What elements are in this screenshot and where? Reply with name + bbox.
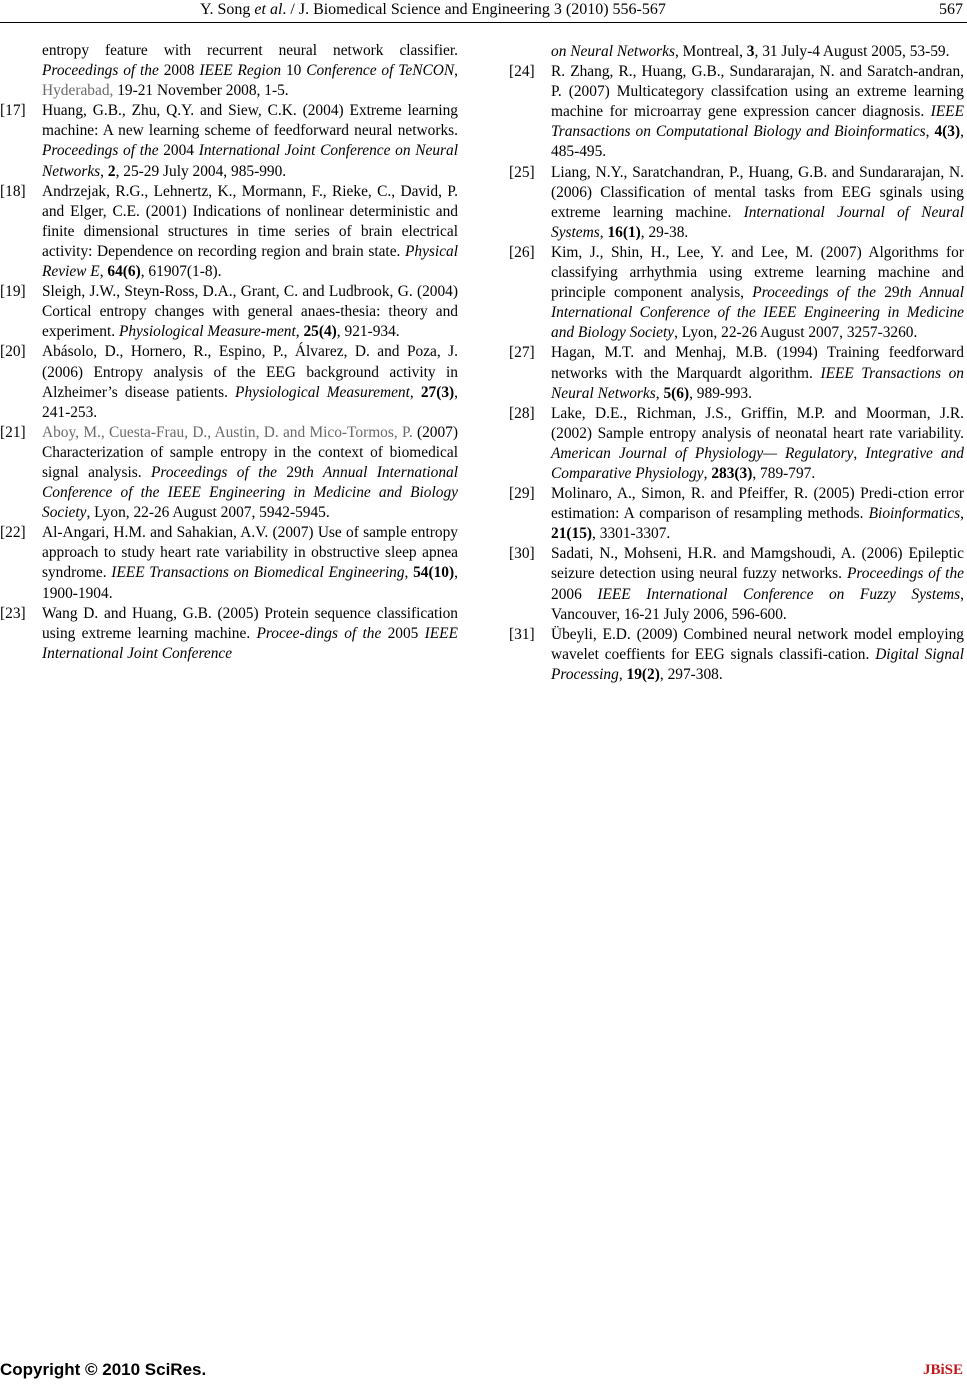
reference-entry <box>509 404 964 484</box>
reference-text: Integrative and Comparative Physiology <box>551 444 964 482</box>
reference-entry <box>509 243 964 343</box>
reference-text: , 241-253. <box>42 383 459 421</box>
reference-text: Proceedings of the <box>846 565 964 583</box>
reference-text: , <box>853 444 866 462</box>
reference-text: , 1900-1904. <box>42 564 458 602</box>
reference-text: (2007) Characterization of sample entropy in the context of biomedical signal analysis. <box>42 423 458 481</box>
header-authors: Y. Song <box>200 1 251 18</box>
reference-text: , <box>655 384 664 402</box>
page-footer <box>0 1360 967 1385</box>
reference-text: on Neural Networks <box>551 43 675 60</box>
reference-text: , Montreal, <box>674 43 747 60</box>
reference-text: Proceedings of the <box>752 284 885 302</box>
reference-number: [28] <box>509 404 535 422</box>
reference-text: , 485-495. <box>551 123 964 161</box>
running-header <box>0 0 967 22</box>
reference-text: Sadati, N., Mohseni, H.R. and Mamgshoudi, A. (2006) Epileptic seizure detection using neural fuzzy networks. <box>551 545 964 583</box>
reference-number: [17] <box>0 102 26 120</box>
reference-entry <box>509 42 964 62</box>
copyright-notice: Copyright © 2010 SciRes. <box>0 1360 207 1379</box>
reference-number: [18] <box>0 182 26 200</box>
reference-text: Digital Signal Processing <box>551 645 964 683</box>
reference-text: R. Zhang, R., Huang, G.B., Sundararajan, N. and Saratch-andran, P. (2007) Multicategory classifcation using an extreme learning machine for microarray gene expression cancer diagnosis. <box>551 63 964 121</box>
reference-text: Sleigh, J.W., Steyn-Ross, D.A., Grant, C. and Ludbrook, G. (2004) Cortical entropy changes with general anaes-thesia: theory and experiment. <box>42 283 458 341</box>
running-title <box>200 1 666 19</box>
reference-text: American Journal of Physiology— Regulatory <box>551 444 854 462</box>
reference-text: , <box>618 665 627 683</box>
reference-text: , 31 July-4 August 2005, 53-59. <box>754 43 950 60</box>
references-right-column <box>509 42 964 685</box>
reference-text: , 25-29 July 2004, 985-990. <box>115 162 287 180</box>
reference-text: Molinaro, A., Simon, R. and Pfeiffer, R. (2005) Predi-ction error estimation: A comparison of resampling methods. <box>551 485 964 523</box>
reference-text: Physiological Measurement <box>235 383 410 401</box>
reference-text: , <box>295 323 304 341</box>
reference-text: Bioinformatics <box>868 505 961 523</box>
reference-number: [31] <box>509 625 535 643</box>
reference-entry <box>0 423 458 523</box>
reference-text: , <box>409 383 421 401</box>
reference-text: Physiological Measure-ment <box>118 323 296 341</box>
header-et-al: et al <box>254 1 283 18</box>
reference-text: 19(2) <box>626 665 660 683</box>
reference-text: IEEE Transactions on Computational Biology and Bioinformatics <box>551 103 964 141</box>
reference-text: IEEE International Conference on Fuzzy Systems <box>597 585 961 603</box>
reference-text: Lake, D.E., Richman, J.S., Griffin, M.P. and Moorman, J.R. (2002) Sample entropy analysis of neonatal heart rate variability. <box>551 404 964 442</box>
reference-entry <box>0 523 458 603</box>
page-number: 567 <box>939 1 963 18</box>
reference-text: , 921-934. <box>336 323 400 341</box>
reference-text: Physical Review E <box>42 242 458 281</box>
reference-text: Conference of TeNCON <box>306 62 455 80</box>
reference-number: [26] <box>509 243 535 261</box>
reference-number: [20] <box>0 343 26 361</box>
reference-text: 2 <box>107 162 116 180</box>
reference-entry <box>509 484 964 544</box>
reference-text: IEEE International Joint Conference <box>42 624 458 662</box>
reference-text: 25(4) <box>303 323 337 341</box>
reference-text: th Annual International Conference of the IEEE Engineering in Medicine and Biology Society <box>551 284 965 342</box>
journal-abbreviation: JBiSE <box>922 1362 963 1378</box>
reference-text: 3 <box>746 43 755 60</box>
reference-text: 29 <box>286 463 302 481</box>
reference-number: [22] <box>0 524 26 542</box>
reference-text: 2004 <box>163 142 199 160</box>
reference-text: Übeyli, E.D. (2009) Combined neural network model employing wavelet coeffients for EEG signals classifi-cation. <box>551 625 964 663</box>
reference-entry <box>0 101 458 181</box>
reference-text: Kim, J., Shin, H., Lee, Y. and Lee, M. (2007) Algorithms for classifying arrhythmia using extreme learning machine and principle component analysis, <box>551 243 964 302</box>
reference-number: [25] <box>509 163 535 181</box>
reference-text: , 29-38. <box>640 223 689 241</box>
reference-text: International Joint Conference on Neural Networks <box>42 142 458 180</box>
reference-text: , 3301-3307. <box>592 525 671 543</box>
reference-text: Huang, G.B., Zhu, Q.Y. and Siew, C.K. (2004) Extreme learning machine: A new learning scheme of feedforward neural networks. <box>42 102 458 140</box>
reference-text: , Vancouver, 16-21 July 2006, 596-600. <box>551 585 964 623</box>
reference-text: Al-Angari, H.M. and Sahakian, A.V. (2007) Use of sample entropy approach to study heart rate variability in obstructive sleep apnea syndrome. <box>42 524 458 582</box>
reference-text: , Lyon, 22-26 August 2007, 5942-5945. <box>86 504 330 522</box>
reference-text: Wang D. and Huang, G.B. (2005) Protein sequence classification using extreme learning machine. <box>42 604 458 642</box>
reference-text: th Annual International Conference of the IEEE Engineering in Medicine and Biology Society <box>42 463 458 522</box>
reference-text: Procee-dings of the <box>256 624 388 642</box>
reference-text: Andrzejak, R.G., Lehnertz, K., Mormann, F., Rieke, C., David, P. and Elger, C.E. (2001) Indications of nonlinear deterministic and finite dimensional structures in time series of brain electrical activity: Dependence on recording region and brain state. <box>42 182 458 260</box>
reference-text: 54(10) <box>413 564 455 582</box>
reference-text: International Journal of Neural Systems <box>551 203 964 241</box>
reference-text: 283(3) <box>711 464 753 482</box>
reference-entry <box>509 544 964 624</box>
reference-entry <box>509 163 964 243</box>
reference-text: , 61907(1-8). <box>140 263 222 281</box>
reference-text: , 989-993. <box>689 384 752 402</box>
reference-text: Hyderabad, <box>42 82 118 100</box>
reference-text: Proceedings of the <box>42 62 164 80</box>
reference-text: , <box>100 162 108 180</box>
reference-text: 64(6) <box>107 263 141 281</box>
reference-text: IEEE Region <box>199 62 286 80</box>
header-journal-citation: . / J. Biomedical Science and Engineering 3 (2010) 556-567 <box>282 1 666 18</box>
reference-entry <box>509 625 964 685</box>
reference-number: [24] <box>509 63 535 81</box>
reference-text: 4(3) <box>934 123 961 141</box>
header-rule <box>0 22 967 23</box>
reference-text: , <box>960 505 964 523</box>
reference-entry <box>0 282 458 342</box>
reference-number: [27] <box>509 344 535 362</box>
reference-entry <box>0 182 458 282</box>
reference-text: , <box>404 564 414 582</box>
reference-entry <box>509 343 964 403</box>
reference-entry <box>0 342 458 422</box>
reference-number: [30] <box>509 545 535 563</box>
reference-text: 2008 <box>163 62 200 80</box>
reference-text: IEEE Transactions on Biomedical Engineering <box>111 564 405 582</box>
reference-text: , Lyon, 22-26 August 2007, 3257-3260. <box>674 324 918 342</box>
reference-entry <box>509 62 964 162</box>
reference-number: [21] <box>0 423 26 441</box>
reference-text: , <box>454 62 458 80</box>
reference-text: Hagan, M.T. and Menhaj, M.B. (1994) Training feedforward networks with the Marquardt algorithm. <box>551 344 964 382</box>
reference-text: 21(15) <box>551 525 593 543</box>
reference-text: Aboy, M., Cuesta-Frau, D., Austin, D. and Mico-Tormos, P. <box>42 423 417 441</box>
reference-number: [19] <box>0 283 26 301</box>
reference-text: , <box>925 123 935 141</box>
reference-text: , <box>99 263 108 281</box>
reference-text: Liang, N.Y., Saratchandran, P., Huang, G.B. and Sundararajan, N. (2006) Classification of mental tasks from EEG sginals using extreme learning machine. <box>551 163 964 221</box>
reference-number: [23] <box>0 604 26 622</box>
reference-text: Proceedings of the <box>42 142 164 160</box>
reference-text: , 789-797. <box>752 464 816 482</box>
reference-text: 27(3) <box>420 383 455 401</box>
reference-text: 2005 <box>387 624 425 642</box>
reference-text: 2006 <box>551 585 598 603</box>
reference-text: 29 <box>884 284 900 302</box>
reference-text: Abásolo, D., Hornero, R., Espino, P., Álvarez, D. and Poza, J. (2006) Entropy analysis of the EEG background activity in Alzheimer’s disease patients. <box>42 343 458 401</box>
reference-text: 10 <box>285 62 307 80</box>
reference-text: 16(1) <box>607 223 641 241</box>
reference-number: [29] <box>509 485 535 503</box>
reference-entry <box>0 604 458 664</box>
reference-entry <box>0 41 458 101</box>
reference-text: , <box>599 223 608 241</box>
reference-text: entropy feature with recurrent neural network classifier. <box>42 42 458 59</box>
reference-text: IEEE Transactions on Neural Networks <box>551 364 964 402</box>
reference-text: Proceedings of the <box>151 463 287 481</box>
reference-text: , 297-308. <box>659 665 723 683</box>
references-left-column <box>0 41 458 664</box>
reference-text: 5(6) <box>663 384 690 402</box>
reference-text: , <box>703 464 712 482</box>
reference-text: 19-21 November 2008, 1-5. <box>117 82 289 100</box>
